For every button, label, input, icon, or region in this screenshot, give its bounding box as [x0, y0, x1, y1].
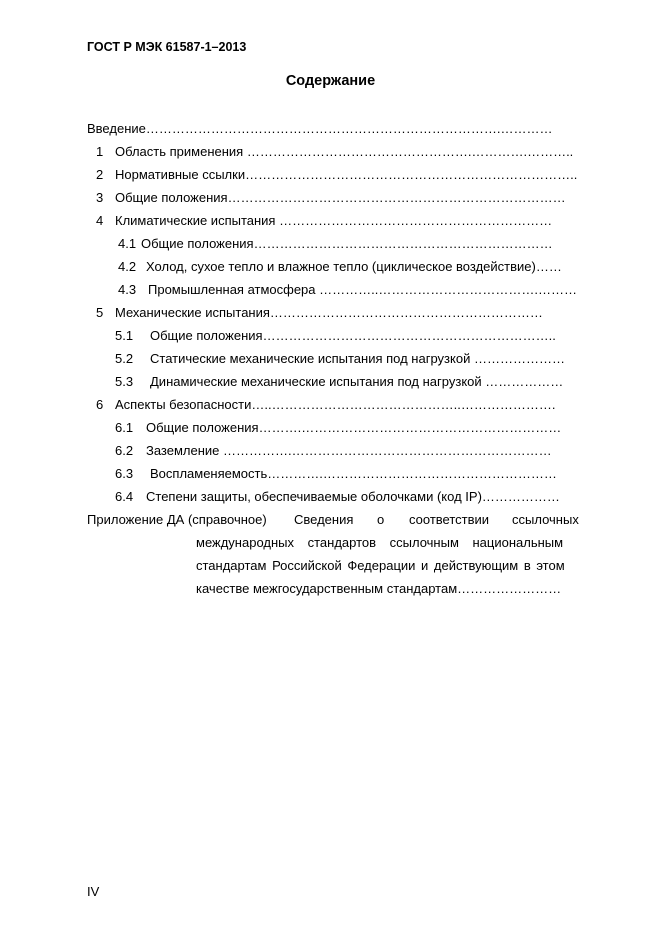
toc-entry-dots: ……………………………………………………………	[253, 236, 553, 251]
toc-entry-text: Область применения	[115, 144, 244, 159]
toc-entry-6-3[interactable]	[115, 466, 557, 482]
toc-entry-text: Общие положения	[150, 328, 263, 343]
toc-entry-dots: ………………	[485, 374, 564, 389]
toc-entry-text: Введение	[87, 121, 146, 136]
toc-entry-text: Климатические испытания	[115, 213, 276, 228]
toc-entry-text: Статические механические испытания под нагрузкой	[150, 351, 471, 366]
toc-entry-3[interactable]	[96, 190, 566, 206]
toc-title: Содержание	[285, 73, 376, 89]
toc-entry-number: 4	[96, 213, 104, 228]
toc-entry-number: 6.2	[115, 443, 134, 458]
appendix-text: качестве межгосударственным стандартам	[196, 581, 458, 596]
standard-designation: ГОСТ Р МЭК 61587-1–2013	[87, 40, 247, 54]
toc-entry-text: Воспламеняемость	[150, 466, 268, 481]
toc-entry-dots: ……………………………………………………………………	[227, 190, 566, 205]
toc-entry-dots: …………………………………………………………..	[262, 328, 556, 343]
toc-entry-number: 6.4	[115, 489, 134, 504]
toc-entry-dots: …………………	[473, 351, 565, 366]
appendix-word: о	[377, 512, 385, 527]
appendix-line-4	[196, 581, 561, 596]
toc-entry-dots: …………..……………………………….………	[319, 282, 577, 297]
toc-entry-dots: ………………	[481, 489, 560, 504]
page-number: IV	[87, 884, 100, 899]
toc-entry-text: Механические испытания	[115, 305, 270, 320]
toc-entry-text: Динамические механические испытания под нагрузкой	[150, 374, 482, 389]
toc-entry-6-1[interactable]	[115, 420, 561, 436]
toc-entry-text: Общие положения	[141, 236, 254, 251]
toc-entry-number: 3	[96, 190, 104, 205]
toc-entry-dots: ……….……………………………………………………	[258, 420, 562, 435]
toc-entry-dots: ……………………………………………………………………….…………	[145, 121, 553, 136]
toc-entry-5-3[interactable]	[115, 374, 563, 390]
toc-entry-4-2[interactable]	[118, 259, 562, 275]
toc-entry-text: Общие положения	[115, 190, 228, 205]
appendix-line-2: международных стандартов ссылочным национальным	[196, 535, 564, 550]
toc-entry-number: 4.1	[118, 236, 137, 251]
toc-entry-number: 5	[96, 305, 104, 320]
toc-entry-dots: …..……………………………………..………………….	[251, 397, 556, 412]
appendix-word: Приложение ДА (справочное)	[87, 512, 267, 527]
toc-entry-number: 6.3	[115, 466, 134, 481]
toc-entry-text: Нормативные ссылки	[115, 167, 246, 182]
toc-entry-number: 6	[96, 397, 104, 412]
toc-entry-6-4[interactable]	[115, 489, 560, 505]
appendix-word: Сведения	[294, 512, 354, 527]
toc-entry-text: Общие положения	[146, 420, 259, 435]
toc-entry-number: 1	[96, 144, 104, 159]
toc-entry-4-3[interactable]	[118, 282, 577, 298]
toc-entry-dots: …………………………………………….………….………..	[246, 144, 574, 159]
toc-entry-text: Заземление	[146, 443, 220, 458]
toc-entry-text: Аспекты безопасности	[115, 397, 252, 412]
toc-entry-text: Холод, сухое тепло и влажное тепло (циклическое воздействие)	[146, 259, 536, 274]
toc-entry-dots: …………………………………………………………………..	[245, 167, 578, 182]
appendix-word: соответствии	[409, 512, 490, 527]
toc-entry-dots: ……	[535, 259, 562, 274]
toc-entry-5[interactable]	[96, 305, 543, 321]
appendix-line-3: стандартам Российской Федерации и действующим в этом	[196, 558, 565, 573]
toc-entry-4[interactable]	[96, 213, 552, 229]
toc-entry-6-2[interactable]	[115, 443, 552, 459]
toc-entry-dots: ………………………………………………………	[269, 305, 543, 320]
toc-entry-number: 5.1	[115, 328, 134, 343]
toc-entry-number: 4.3	[118, 282, 137, 297]
toc-entry-6[interactable]	[96, 397, 555, 413]
toc-entry-dots: ………….………………………………………………	[267, 466, 557, 481]
toc-entry-1[interactable]	[96, 144, 573, 160]
toc-entry-introduction[interactable]	[87, 121, 553, 137]
toc-entry-4-1[interactable]	[118, 236, 553, 252]
appendix-word: ссылочных	[512, 512, 579, 527]
toc-entry-2[interactable]	[96, 167, 577, 183]
toc-entry-number: 6.1	[115, 420, 134, 435]
toc-entry-number: 2	[96, 167, 104, 182]
toc-entry-number: 4.2	[118, 259, 137, 274]
toc-entry-5-1[interactable]	[115, 328, 556, 344]
toc-entry-dots: ………………………………………………………	[279, 213, 553, 228]
toc-entry-text: Степени защиты, обеспечиваемые оболочками (код IP)	[146, 489, 482, 504]
toc-entry-dots: ……………………	[457, 581, 562, 596]
toc-entry-text: Промышленная атмосфера	[148, 282, 316, 297]
toc-entry-number: 5.3	[115, 374, 134, 389]
toc-entry-number: 5.2	[115, 351, 134, 366]
toc-entry-5-2[interactable]	[115, 351, 565, 367]
toc-entry-dots: …………….……………………………………………………	[223, 443, 552, 458]
